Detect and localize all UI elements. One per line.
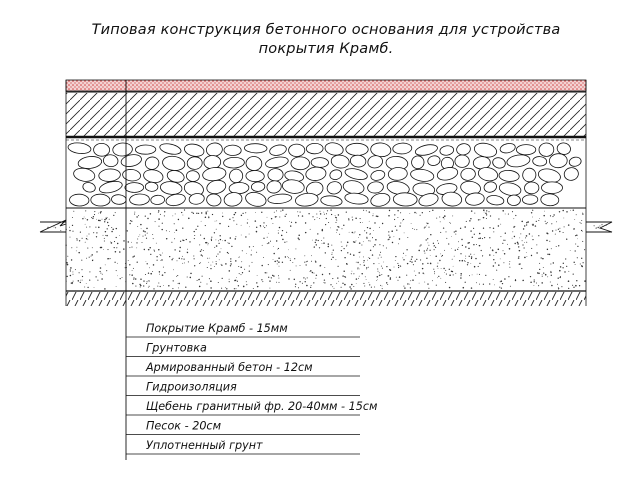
gravel-stone	[549, 153, 567, 168]
gravel-stone	[311, 157, 329, 167]
gravel-stone	[135, 145, 156, 155]
gravel-stone	[125, 183, 144, 193]
gravel-stone	[291, 157, 310, 170]
layer-gravel	[66, 141, 586, 208]
gravel-stone	[516, 145, 535, 155]
gravel-stone	[91, 194, 111, 206]
gravel-stone	[69, 194, 89, 207]
layer-soil	[66, 292, 586, 306]
gravel-stone	[187, 156, 203, 169]
callout-label-waterproof: Гидроизоляция	[146, 380, 237, 394]
callout-label-sand: Песок - 20см	[146, 419, 222, 433]
diagram-title-line-1: Типовая конструкция бетонного основания для устройства	[91, 22, 561, 38]
layer-kramb	[66, 80, 586, 91]
gravel-stone	[244, 143, 267, 153]
gravel-stone	[268, 168, 284, 181]
callout-label-kramb: Покрытие Крамб - 15мм	[146, 322, 288, 335]
gravel-stone	[246, 170, 265, 182]
gravel-stone	[507, 195, 520, 206]
callout-label-gravel: Щебень гранитный фр. 20-40мм - 15см	[146, 400, 378, 413]
callout-label-soil: Уплотненный грунт	[146, 439, 263, 452]
layer-callout-list	[126, 322, 378, 454]
gravel-stone	[542, 182, 563, 194]
gravel-stone	[306, 143, 323, 154]
callout-label-concrete: Армированный бетон - 12см	[146, 361, 313, 374]
callout-label-primer: Грунтовка	[146, 341, 207, 355]
gravel-stone	[524, 182, 539, 195]
layer-concrete	[66, 93, 586, 136]
diagram-title-line-2: покрытия Крамб.	[258, 41, 394, 57]
gravel-stone	[224, 145, 242, 156]
gravel-stone	[455, 155, 470, 168]
gravel-stone	[522, 195, 538, 205]
gravel-stone	[93, 143, 109, 156]
gravel-stone	[346, 143, 369, 155]
gravel-stone	[289, 144, 305, 157]
